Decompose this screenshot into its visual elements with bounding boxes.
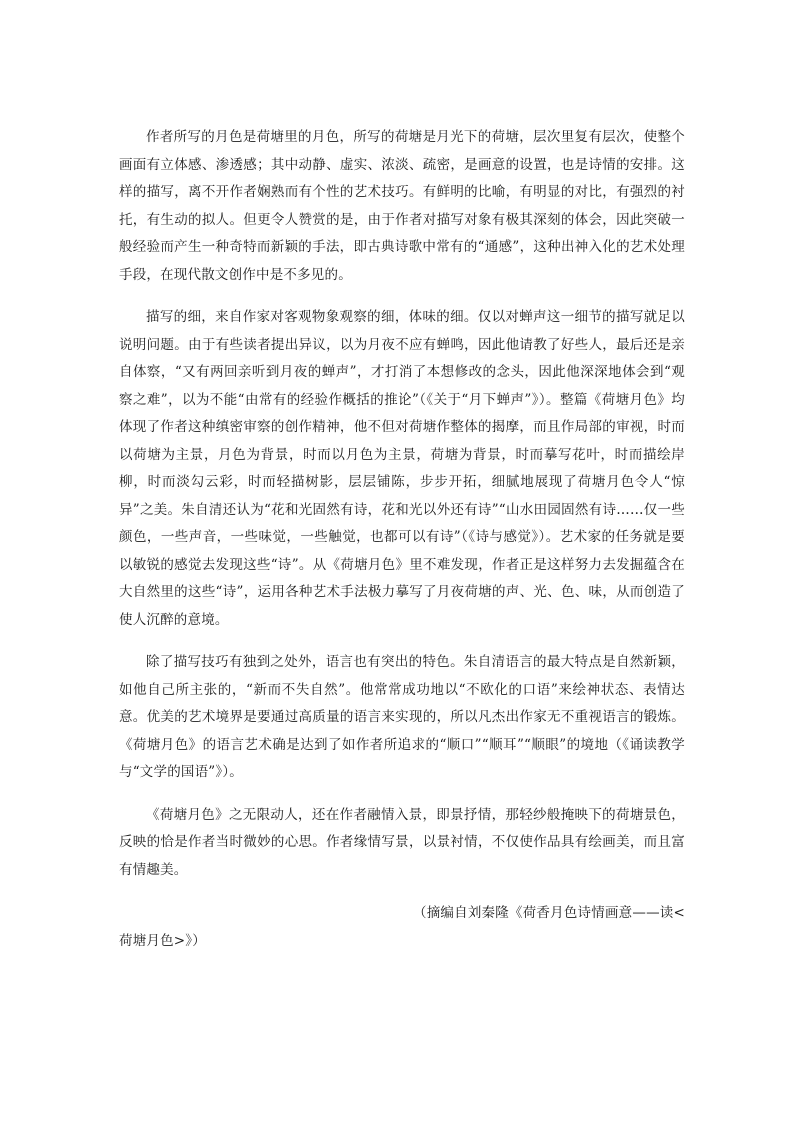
paragraph-1: 作者所写的月色是荷塘里的月色，所写的荷塘是月光下的荷塘，层次里复有层次，使整个画面有立体感、渗透感；其中动静、虚实、浓淡、疏密，是画意的设置，也是诗情的安排。这样的描写，离不开作者娴熟而有个性的艺术技巧。有鲜明的比喻，有明显的对比，有强烈的衬托，有生动的拟人。但更令人赞赏的是，由于作者对描写对象有极其深刻的体会，因此突破一般经验而产生一种奇特而新颖的手法，即古典诗歌中常有的“通感”，这种出神入化的艺术处理手段，在现代散文创作中是不多见的。 bbox=[119, 129, 685, 283]
paragraph-2: 描写的细，来自作家对客观物象观察的细，体味的细。仅以对蝉声这一细节的描写就足以说明问题。由于有些读者提出异议，以为月夜不应有蝉鸣，因此他请教了好些人，最后还是亲自体察，“又有两回亲听到月夜的蝉声”，才打消了本想修改的念头，因此他深深地体会到“观察之难”，以为不能“由常有的经验作概括的推论”（《关于“月下蝉声”》）。整篇《荷塘月色》均体现了作者这种缜密审察的创作精神，他不但对荷塘作整体的揭摩，而且作局部的审视，时而以荷塘为主景，月色为背景，时而以月色为主景，荷塘为背景，时而摹写花叶，时而描绘岸柳，时而淡勾云彩，时而轻描树影，层层铺陈，步步开拓，细腻地展现了荷塘月色令人“惊异”之美。朱自清还认为“花和光固然有诗，花和光以外还有诗”“山水田园固然有诗……仅一些颜色，一些声音，一些味觉，一些触觉，也都可以有诗”（《诗与感觉》）。艺术家的任务就是要以敏锐的感觉去发现这些“诗”。从《荷塘月色》里不难发现，作者正是这样努力去发掘蕴含在大自然里的这些“诗”，运用各种艺术手法极力摹写了月夜荷塘的声、光、色、味，从而创造了使人沉醉的意境。 bbox=[119, 309, 685, 628]
article-body bbox=[119, 124, 685, 955]
paragraph-3: 除了描写技巧有独到之处外，语言也有突出的特色。朱自清语言的最大特点是自然新颖，如他自己所主张的，“新而不失自然”。他常常成功地以“不欧化的口语”来绘神状态、表情达意。优美的艺术境界是要通过高质量的语言来实现的，所以凡杰出作家无不重视语言的锻炼。《荷塘月色》的语言艺术确是达到了如作者所追求的“顺口”“顺耳”“顺眼”的境地（《诵读教学与“文学的国语”》）。 bbox=[119, 654, 685, 780]
paragraph-4: 《荷塘月色》之无限动人，还在作者融情入景，即景抒情，那轻纱般掩映下的荷塘景色，反映的恰是作者当时微妙的心思。作者缘情写景，以景衬情，不仅使作品具有绘画美，而且富有情趣美。 bbox=[119, 806, 685, 878]
source-citation: （摘编自刘秦隆《荷香月色诗情画意——读<荷塘月色>》） bbox=[119, 905, 685, 949]
